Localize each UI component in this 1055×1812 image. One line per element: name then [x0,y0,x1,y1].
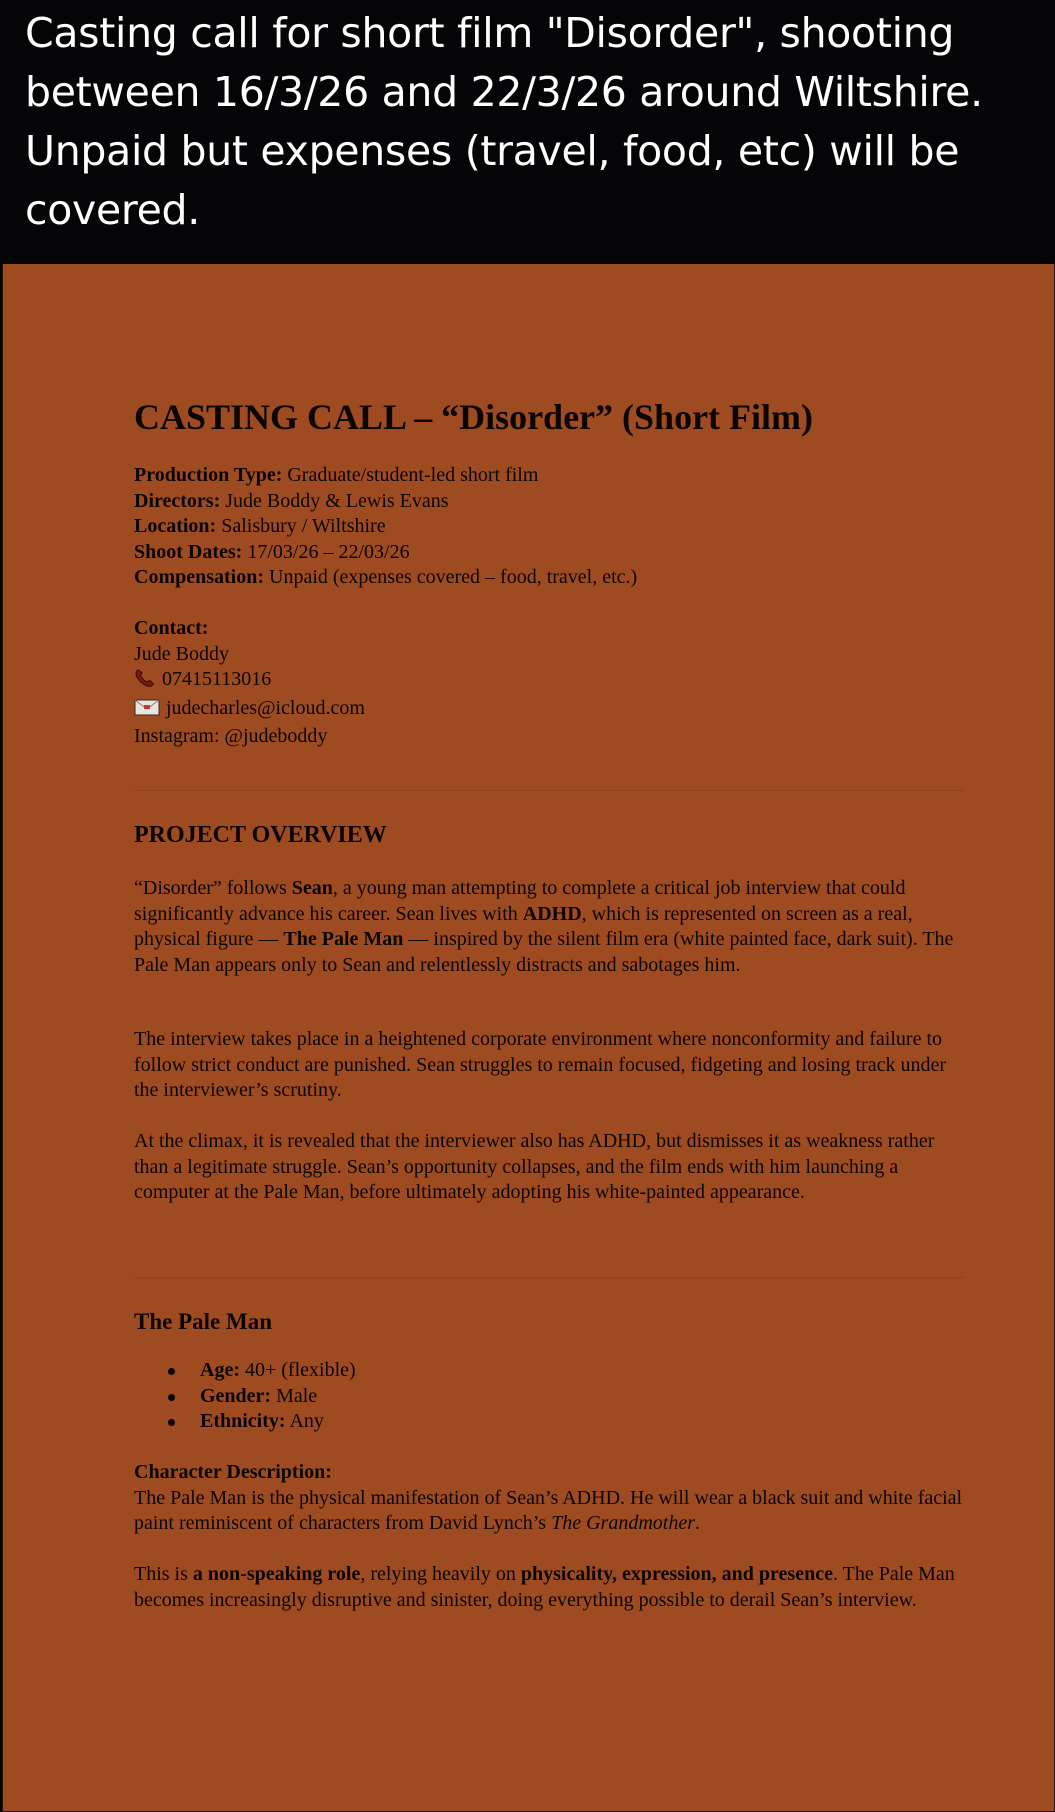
detail-label: Shoot Dates: [134,540,243,563]
description-label: Character Description: [134,1461,332,1483]
caption-text: Casting call for short film "Disorder", shooting between 16/3/26 and 22/3/26 around Wiltshire. Unpaid but expenses (travel, food, etc) will be covered. [25,9,983,234]
detail-value: Salisbury / Wiltshire [216,515,386,537]
text-run: The Pale Man [283,928,404,950]
detail-value: Jude Boddy & Lewis Evans [220,489,449,512]
production-details [134,463,964,591]
detail-directors [134,489,964,515]
overview-paragraph-1 [134,876,964,978]
attribute-value: Male [271,1384,318,1407]
post-caption [0,0,1055,264]
list-item [200,1409,356,1435]
text-run: “Disorder” follows [134,877,292,899]
text-run: , a young man attempting to complete a critical job interview that could significantly advance his career. Sean lives with [134,877,906,925]
contact-phone[interactable]: 07415113016 [162,668,272,690]
text-run: , relying heavily on [360,1563,521,1585]
text-run: . The Pale Man becomes increasingly disruptive and sinister, doing everything possible to derail Sean’s interview. [134,1563,955,1611]
contact-phone-row [134,667,964,696]
contact-email-row [134,696,964,725]
contact-name: Jude Boddy [134,642,229,665]
detail-label: Directors: [134,489,221,512]
attribute-label: Ethnicity: [200,1410,286,1432]
role-attributes-list [134,1358,356,1435]
list-item [200,1358,356,1384]
contact-block [134,616,964,750]
overview-paragraph-2: The interview takes place in a heightened corporate environment where nonconformity and failure to follow strict conduct are punished. Sean struggles to remain focused, fidgeting and losing track under the interviewer’s scrutiny. [134,1028,947,1101]
role-paragraph-2 [134,1562,964,1613]
text-run: a non-speaking role [192,1563,361,1585]
text-run: This is [134,1563,193,1585]
detail-value: Graduate/student-led short film [282,464,539,486]
detail-production-type [134,463,964,489]
list-item [200,1384,356,1410]
text-run: physicality, expression, and presence [520,1563,833,1585]
detail-value: Unpaid (expenses covered – food, travel, etc.) [264,566,638,588]
detail-value: 17/03/26 – 22/03/26 [242,540,410,563]
text-run: The Grandmother [551,1512,695,1534]
detail-location [134,514,964,540]
contact-email[interactable]: judecharles@icloud.com [166,696,365,719]
detail-shoot-dates [134,540,964,566]
document-title: CASTING CALL – “Disorder” (Short Film) [134,397,814,437]
overview-paragraph-3: At the climax, it is revealed that the interviewer also has ADHD, but dismisses it as weakness rather than a legitimate struggle. Sean’s opportunity collapses, and the film ends with him launching a computer at the Pale Man, before ultimately adopting his white-painted appearance. [134,1130,935,1203]
character-description [134,1460,964,1537]
contact-instagram[interactable]: Instagram: @judeboddy [134,725,328,747]
detail-label: Compensation: [134,566,265,588]
attribute-value: Any [285,1410,324,1432]
detail-compensation [134,565,964,591]
attribute-label: Gender: [200,1384,272,1407]
attribute-value: 40+ (flexible) [239,1359,356,1381]
detail-label: Production Type: [134,464,283,486]
contact-label: Contact: [134,617,209,639]
telephone-icon [134,668,156,696]
description-text [134,1486,964,1537]
text-run: ADHD [522,902,582,925]
text-run: — inspired by the silent film era (white painted face, dark suit). The Pale Man appears only to Sean and relentlessly distracts and sabotages him. [134,928,954,976]
section-divider [134,1277,964,1278]
text-run: . [694,1512,700,1534]
detail-label: Location: [134,515,217,537]
envelope-icon [134,697,160,725]
text-run: , which is represented on screen as a real, physical figure — [134,902,913,950]
text-run: Sean [291,877,333,899]
attribute-label: Age: [200,1359,240,1381]
role-heading: The Pale Man [134,1309,272,1334]
text-run: The Pale Man is the physical manifestation of Sean’s ADHD. He will wear a black suit and white facial paint reminiscent of characters from David Lynch’s [134,1486,963,1534]
section-divider [134,790,964,791]
overview-heading: PROJECT OVERVIEW [134,822,387,848]
casting-call-document [2,264,1055,1812]
